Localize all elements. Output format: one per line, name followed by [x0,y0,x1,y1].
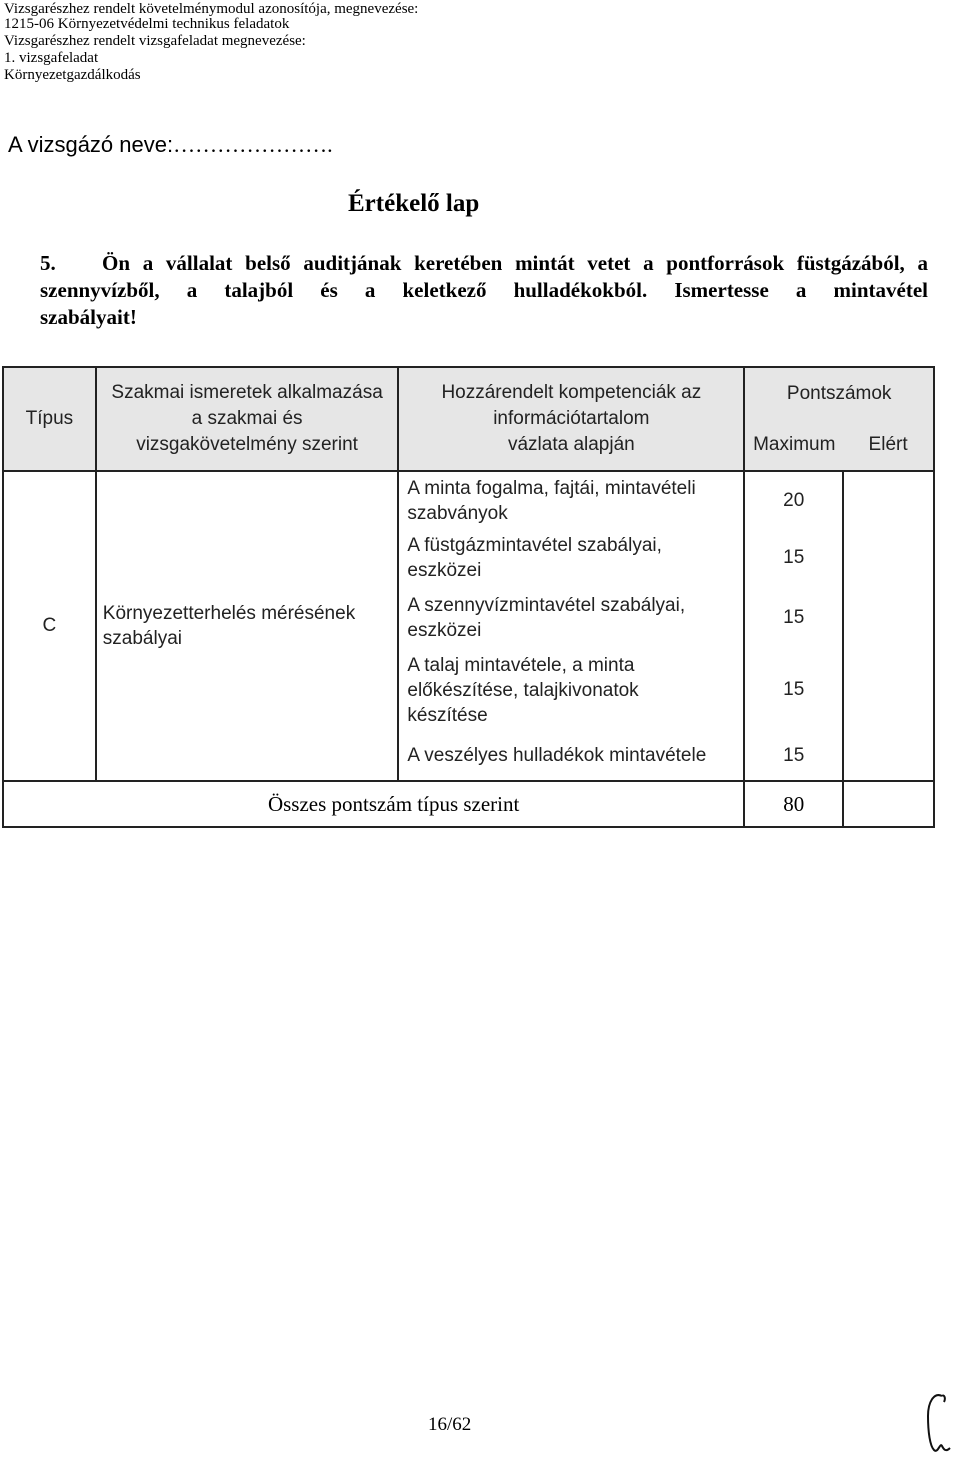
table-header-row [3,367,934,419]
header-kompetencia-line: vázlata alapján [507,434,635,455]
header-pontszamok: Pontszámok [744,367,934,419]
header-szakmai-line: vizsgakövetelmény szerint [136,434,358,455]
szakmai-cell-line: Környezetterhelés mérésének [102,603,356,624]
max-cell: 15 [744,731,843,781]
table-row [3,471,934,529]
tipus-cell: C [3,471,96,781]
max-cell: 15 [744,529,843,587]
task-question-line: szennyvízből, a talajból és a keletkező hulladékokból. Ismertesse a mintavétel [40,278,928,302]
task-number: 1. vizsgafeladat [4,50,99,66]
page-number: 16/62 [428,1414,472,1435]
komp-line: A veszélyes hulladékok mintavétele [407,745,707,766]
header-kompetencia-line: információtartalom [493,408,650,429]
signature-mark [920,1388,956,1458]
task-question-number: 5. [40,251,56,275]
komp-line: szabványok [407,502,508,524]
module-label: Vizsgarészhez rendelt követelménymodul azonosítója, megnevezése: [4,1,419,17]
komp-line: eszközei [407,560,482,581]
candidate-name-blank: …………………. [173,132,333,157]
komp-line: A minta fogalma, fajtái, mintavételi [407,477,696,499]
komp-line: A szennyvízmintavétel szabályai, [407,595,686,616]
max-cell: 15 [744,587,843,649]
candidate-name-label: A vizsgázó neve: [8,132,174,157]
szakmai-cell [96,471,399,781]
task-question-line: Ön a vállalat belső auditjának keretében mintát vetet a pontforrások füstgázából, a [102,251,928,275]
total-value: 80 [744,781,843,827]
task-question-line: szabályait! [40,305,137,329]
header-tipus: Típus [3,367,96,471]
komp-line: eszközei [407,620,482,641]
header-maximum: Maximum [744,419,843,471]
komp-cell [398,471,744,529]
komp-cell [398,529,744,587]
header-szakmai [96,367,399,471]
total-label: Összes pontszám típus szerint [3,781,744,827]
komp-cell [398,649,744,731]
task-label: Vizsgarészhez rendelt vizsgafeladat megnevezése: [4,33,306,49]
candidate-name-line [8,132,333,158]
szakmai-cell-line: szabályai [102,628,182,649]
total-row [3,781,934,827]
max-cell: 20 [744,471,843,529]
elert-cell [843,471,934,781]
komp-line: A füstgázmintavétel szabályai, [407,535,662,556]
komp-line: előkészítése, talajkivonatok [407,679,639,701]
task-question [40,250,928,331]
header-elert: Elért [843,419,934,471]
komp-line: A talaj mintavétele, a minta [407,654,635,676]
header-kompetencia-line: Hozzárendelt kompetenciák az [441,382,702,403]
komp-cell [398,587,744,649]
grading-table [2,366,935,828]
total-elert-cell [843,781,934,827]
max-cell: 15 [744,649,843,731]
header-szakmai-line: a szakmai és [191,408,303,429]
header-szakmai-line: Szakmai ismeretek alkalmazása [111,382,383,403]
komp-line: készítése [407,704,488,726]
task-name: Környezetgazdálkodás [4,67,141,83]
page-title: Értékelő lap [348,190,480,217]
komp-cell [398,731,744,781]
module-name: 1215-06 Környezetvédelmi technikus feladatok [4,16,290,32]
header-kompetencia [398,367,744,471]
